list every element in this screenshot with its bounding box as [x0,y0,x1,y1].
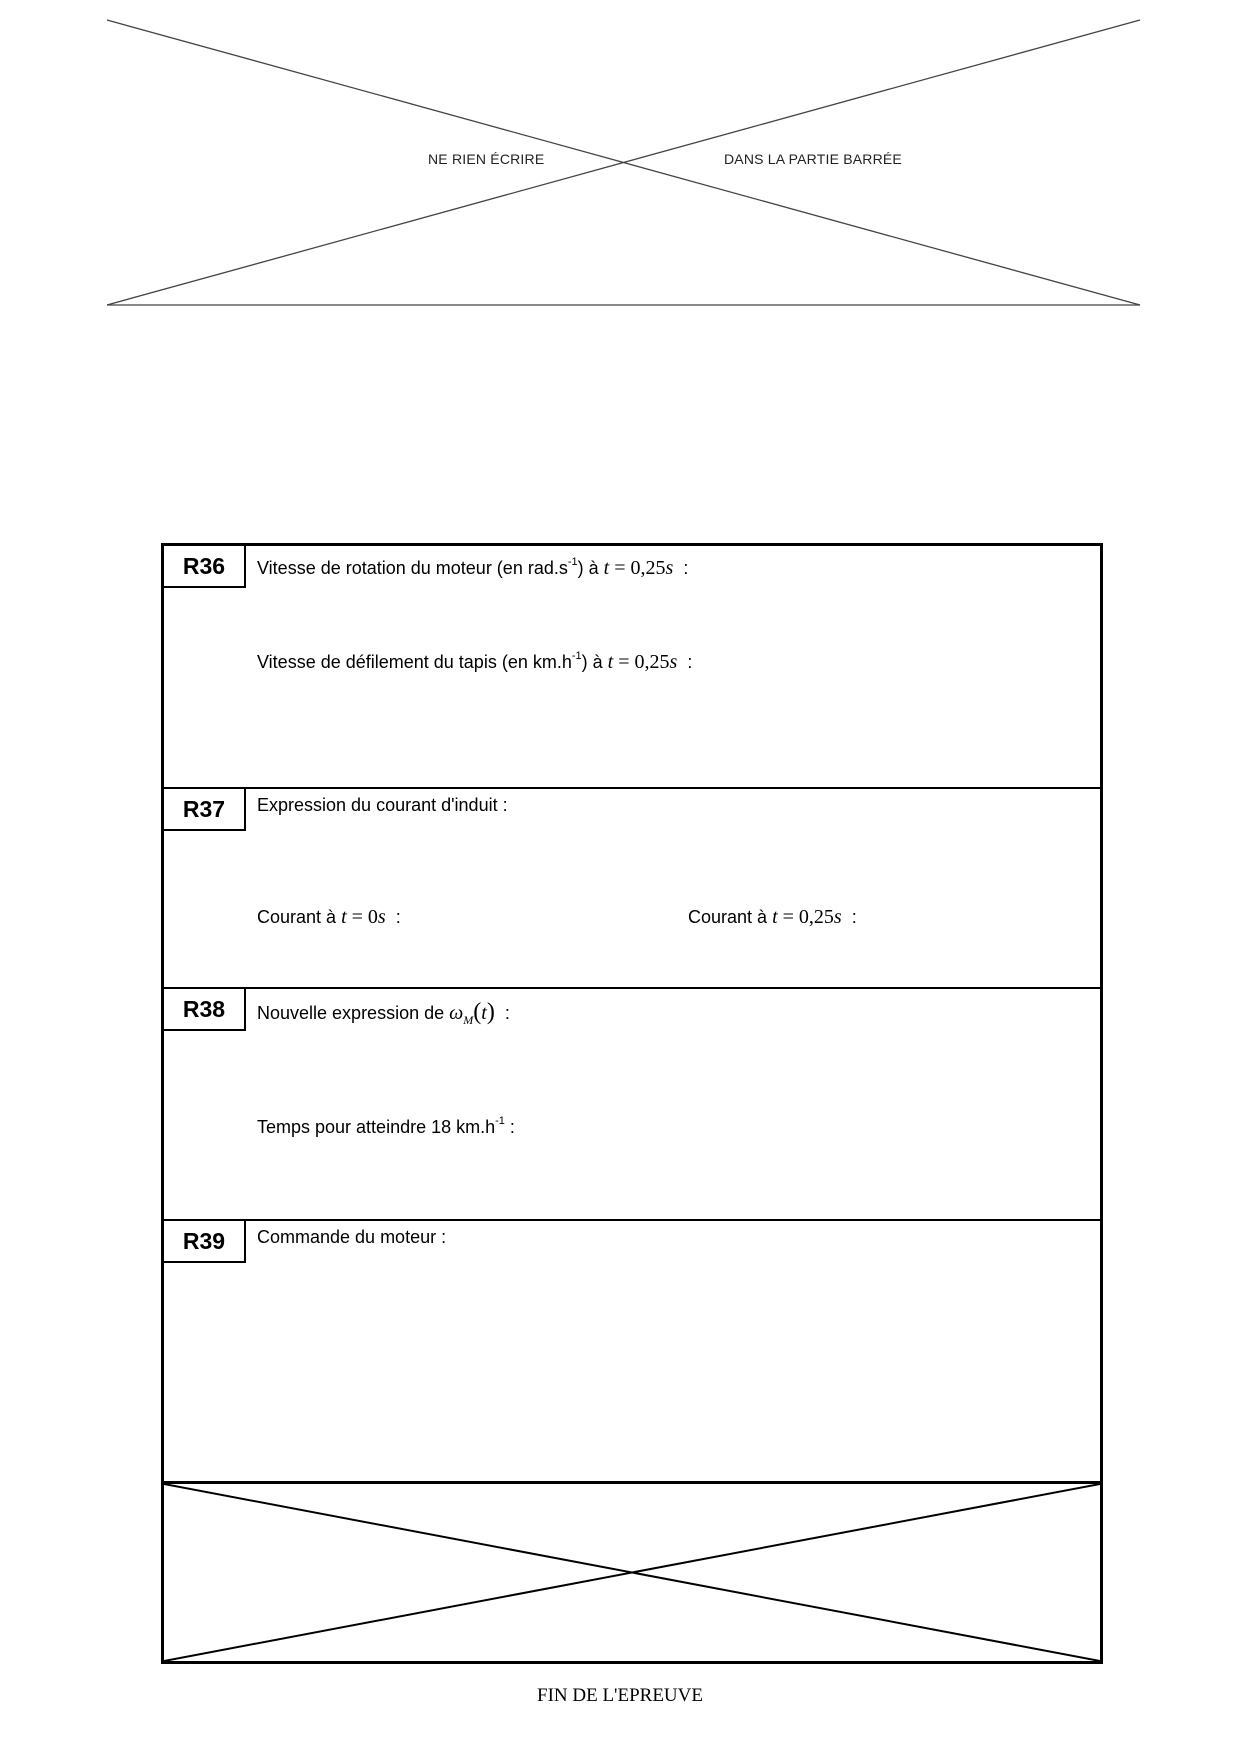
crossed-out-header-zone [0,0,1240,320]
r39-motor-control-prompt: Commande du moteur : [257,1227,447,1247]
crossed-out-bottom-lines [164,1484,1100,1661]
r37-armature-current-prompt: Expression du courant d'induit : [257,795,508,815]
question-r38-box[interactable] [164,989,1100,1221]
r36-time-expression-2: t = 0,25s [607,651,678,673]
end-of-exam-footer: FIN DE L'EPREUVE [537,1685,703,1706]
question-label-r36: R36 [164,546,246,588]
r38-new-expression-prompt: Nouvelle expression de $\omega_M(t)$ : [257,999,510,1027]
question-r39-box[interactable] [164,1221,1100,1484]
do-not-write-label-right: DANS LA PARTIE BARRÉE [724,151,902,167]
question-label-r37: R37 [164,789,246,831]
question-r36-box[interactable] [164,546,1100,789]
question-label-r39: R39 [164,1221,246,1263]
r38-time-to-reach-prompt: Temps pour atteindre 18 $km.h^{-1}$ : [257,1115,515,1137]
r37-current-t025-prompt: Courant à t = 0,25s : [688,906,857,928]
crossed-out-lines [0,0,1240,320]
answer-sheet [161,543,1103,1664]
r36-rotation-speed-prompt: Vitesse de rotation du moteur (en $rad.s^{-1}$) à t = 0,25s : [257,556,689,579]
do-not-write-label-left: NE RIEN ÉCRIRE [428,151,545,167]
r37-time-expression-0: t = 0s [341,906,386,928]
crossed-out-bottom-box [164,1484,1100,1661]
question-r37-box[interactable] [164,789,1100,989]
r37-current-t0-prompt: Courant à t = 0s : [257,906,401,928]
question-label-r38: R38 [164,989,246,1031]
r36-time-expression: t = 0,25s [603,557,674,579]
r37-time-expression-025: t = 0,25s [772,906,842,928]
r38-omega-expression: $\omega_M(t)$ [449,999,495,1027]
r36-belt-speed-prompt: Vitesse de défilement du tapis (en $km.h^{-1}$) à t = 0,25s : [257,650,693,673]
